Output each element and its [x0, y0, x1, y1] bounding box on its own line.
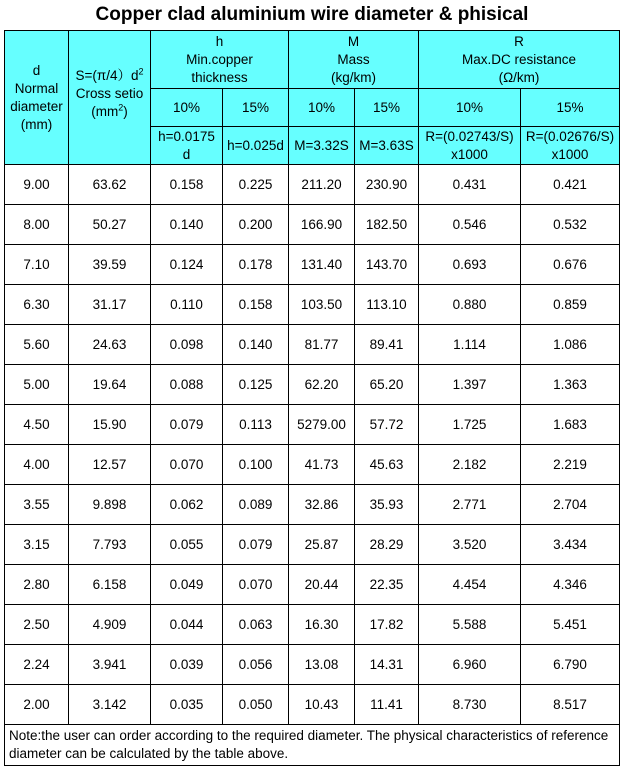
cell-resistance-10: 1.397 [419, 365, 521, 405]
table-row [5, 645, 620, 685]
cell-thickness-10: 0.039 [151, 645, 223, 685]
formula-h15: h=0.025d [223, 127, 289, 165]
cell-section: 6.158 [69, 565, 151, 605]
formula-r15: R=(0.02676/S) x1000 [521, 127, 620, 165]
cell-section: 63.62 [69, 165, 151, 205]
page-title: Copper clad aluminium wire diameter & phisical [95, 4, 529, 25]
cell-thickness-10: 0.098 [151, 325, 223, 365]
cell-resistance-10: 2.182 [419, 445, 521, 485]
resistance-line2: (Ω/km) [498, 69, 540, 85]
cell-section: 15.90 [69, 405, 151, 445]
cell-thickness-15: 0.079 [223, 525, 289, 565]
cell-mass-15: 230.90 [355, 165, 419, 205]
cell-resistance-10: 3.520 [419, 525, 521, 565]
diameter-symbol: d [32, 62, 41, 78]
cell-mass-15: 89.41 [355, 325, 419, 365]
cell-section: 12.57 [69, 445, 151, 485]
table-row [5, 605, 620, 645]
cell-mass-10: 166.90 [289, 205, 355, 245]
cell-mass-10: 13.08 [289, 645, 355, 685]
table-row [5, 445, 620, 485]
cell-resistance-15: 4.346 [521, 565, 620, 605]
cell-resistance-10: 0.431 [419, 165, 521, 205]
cell-thickness-15: 0.125 [223, 365, 289, 405]
cell-mass-10: 103.50 [289, 285, 355, 325]
cell-mass-15: 22.35 [355, 565, 419, 605]
formula-h10: h=0.0175 d [151, 127, 223, 165]
table-row [5, 245, 620, 285]
thickness-symbol: h [215, 33, 224, 49]
cell-thickness-15: 0.070 [223, 565, 289, 605]
cell-resistance-15: 0.421 [521, 165, 620, 205]
cell-diameter: 9.00 [5, 165, 69, 205]
cell-diameter: 4.00 [5, 445, 69, 485]
cell-thickness-15: 0.178 [223, 245, 289, 285]
cell-mass-15: 57.72 [355, 405, 419, 445]
cell-mass-15: 182.50 [355, 205, 419, 245]
table-row [5, 325, 620, 365]
cell-thickness-15: 0.089 [223, 485, 289, 525]
cell-mass-15: 143.70 [355, 245, 419, 285]
cell-thickness-15: 0.050 [223, 685, 289, 725]
cell-resistance-10: 0.693 [419, 245, 521, 285]
cell-resistance-15: 3.434 [521, 525, 620, 565]
cell-thickness-15: 0.056 [223, 645, 289, 685]
cell-mass-10: 20.44 [289, 565, 355, 605]
cell-resistance-15: 8.517 [521, 685, 620, 725]
cell-section: 7.793 [69, 525, 151, 565]
cell-thickness-15: 0.063 [223, 605, 289, 645]
cell-thickness-10: 0.158 [151, 165, 223, 205]
cell-diameter: 4.50 [5, 405, 69, 445]
cell-resistance-15: 0.532 [521, 205, 620, 245]
table-row [5, 165, 620, 205]
cell-resistance-10: 6.960 [419, 645, 521, 685]
formula-m15: M=3.63S [355, 127, 419, 165]
cell-mass-15: 28.29 [355, 525, 419, 565]
diameter-line2: diameter [10, 98, 63, 114]
header-thickness [151, 31, 289, 89]
mass-line2: (kg/km) [331, 69, 377, 85]
cell-diameter: 2.80 [5, 565, 69, 605]
cell-resistance-15: 2.704 [521, 485, 620, 525]
resistance-10-pct: 10% [419, 89, 521, 127]
cell-section: 50.27 [69, 205, 151, 245]
cell-thickness-10: 0.049 [151, 565, 223, 605]
formula-r10: R=(0.02743/S) x1000 [419, 127, 521, 165]
cell-diameter: 3.15 [5, 525, 69, 565]
cell-thickness-15: 0.113 [223, 405, 289, 445]
table-row [5, 285, 620, 325]
spec-table [4, 30, 620, 766]
diameter-line3: (mm) [20, 116, 53, 132]
cell-thickness-10: 0.070 [151, 445, 223, 485]
cell-mass-10: 32.86 [289, 485, 355, 525]
thickness-10-pct: 10% [151, 89, 223, 127]
mass-10-pct: 10% [289, 89, 355, 127]
cell-thickness-15: 0.200 [223, 205, 289, 245]
header-row-main [5, 31, 620, 89]
table-row [5, 365, 620, 405]
cell-diameter: 8.00 [5, 205, 69, 245]
cell-section: 3.142 [69, 685, 151, 725]
cell-section: 19.64 [69, 365, 151, 405]
formula-m10: M=3.32S [289, 127, 355, 165]
cell-thickness-10: 0.055 [151, 525, 223, 565]
cell-section: 9.898 [69, 485, 151, 525]
cell-diameter: 6.30 [5, 285, 69, 325]
cell-section: 31.17 [69, 285, 151, 325]
thickness-line1: Min.copper [186, 51, 253, 67]
cell-section: 4.909 [69, 605, 151, 645]
cell-mass-15: 65.20 [355, 365, 419, 405]
table-row [5, 485, 620, 525]
section-formula: $S=(\pi/4)d^2$ [75, 66, 144, 83]
cell-section: 39.59 [69, 245, 151, 285]
cell-mass-10: 81.77 [289, 325, 355, 365]
cell-diameter: 2.00 [5, 685, 69, 725]
cell-resistance-10: 1.725 [419, 405, 521, 445]
cell-diameter: 2.24 [5, 645, 69, 685]
cell-mass-15: 35.93 [355, 485, 419, 525]
cell-resistance-10: 0.880 [419, 285, 521, 325]
section-label: Cross setio [75, 86, 144, 101]
cell-section: 3.941 [69, 645, 151, 685]
mass-line1: Mass [337, 51, 370, 67]
cell-resistance-15: 5.451 [521, 605, 620, 645]
cell-thickness-10: 0.079 [151, 405, 223, 445]
cell-mass-10: 10.43 [289, 685, 355, 725]
cell-thickness-10: 0.062 [151, 485, 223, 525]
cell-resistance-15: 0.859 [521, 285, 620, 325]
cell-thickness-10: 0.044 [151, 605, 223, 645]
cell-mass-10: 211.20 [289, 165, 355, 205]
cell-diameter: 7.10 [5, 245, 69, 285]
mass-15-pct: 15% [355, 89, 419, 127]
cell-mass-10: 25.87 [289, 525, 355, 565]
cell-mass-10: 62.20 [289, 365, 355, 405]
cell-resistance-10: 0.546 [419, 205, 521, 245]
thickness-line2: thickness [191, 69, 248, 85]
header-mass [289, 31, 419, 89]
cell-resistance-10: 5.588 [419, 605, 521, 645]
thickness-15-pct: 15% [223, 89, 289, 127]
cell-mass-15: 17.82 [355, 605, 419, 645]
cell-mass-10: 41.73 [289, 445, 355, 485]
cell-resistance-10: 2.771 [419, 485, 521, 525]
resistance-symbol: R [514, 33, 524, 49]
resistance-line1: Max.DC resistance [462, 51, 577, 67]
cell-resistance-15: 1.363 [521, 365, 620, 405]
cell-mass-10: 131.40 [289, 245, 355, 285]
cell-diameter: 5.00 [5, 365, 69, 405]
cell-resistance-15: 1.086 [521, 325, 620, 365]
cell-mass-10: 16.30 [289, 605, 355, 645]
header-diameter [5, 31, 69, 165]
cell-resistance-10: 4.454 [419, 565, 521, 605]
cell-diameter: 5.60 [5, 325, 69, 365]
cell-resistance-15: 6.790 [521, 645, 620, 685]
table-row [5, 405, 620, 445]
table-row [5, 525, 620, 565]
cell-mass-15: 11.41 [355, 685, 419, 725]
cell-mass-10: 5279.00 [289, 405, 355, 445]
cell-thickness-10: 0.140 [151, 205, 223, 245]
table-row [5, 205, 620, 245]
table-row [5, 685, 620, 725]
cell-thickness-10: 0.035 [151, 685, 223, 725]
cell-thickness-10: 0.110 [151, 285, 223, 325]
diameter-line1: Normal [14, 80, 59, 96]
cell-resistance-15: 0.676 [521, 245, 620, 285]
cell-mass-15: 113.10 [355, 285, 419, 325]
cell-thickness-10: 0.124 [151, 245, 223, 285]
cell-mass-15: 14.31 [355, 645, 419, 685]
cell-diameter: 2.50 [5, 605, 69, 645]
cell-resistance-10: 1.114 [419, 325, 521, 365]
cell-thickness-15: 0.140 [223, 325, 289, 365]
cell-thickness-15: 0.225 [223, 165, 289, 205]
header-resistance [419, 31, 620, 89]
cell-section: 24.63 [69, 325, 151, 365]
mass-symbol: M [347, 33, 360, 49]
note-text: Note:the user can order according to the required diameter. The physical characteristics of reference diameter can be calculated by the table above. [5, 725, 620, 766]
note-row [5, 725, 620, 766]
section-unit: $(mm^2)$ [91, 102, 128, 119]
header-section [69, 31, 151, 165]
cell-mass-15: 45.63 [355, 445, 419, 485]
cell-resistance-15: 2.219 [521, 445, 620, 485]
cell-thickness-15: 0.158 [223, 285, 289, 325]
cell-thickness-15: 0.100 [223, 445, 289, 485]
cell-resistance-10: 8.730 [419, 685, 521, 725]
cell-resistance-15: 1.683 [521, 405, 620, 445]
resistance-15-pct: 15% [521, 89, 620, 127]
table-row [5, 565, 620, 605]
cell-diameter: 3.55 [5, 485, 69, 525]
cell-thickness-10: 0.088 [151, 365, 223, 405]
